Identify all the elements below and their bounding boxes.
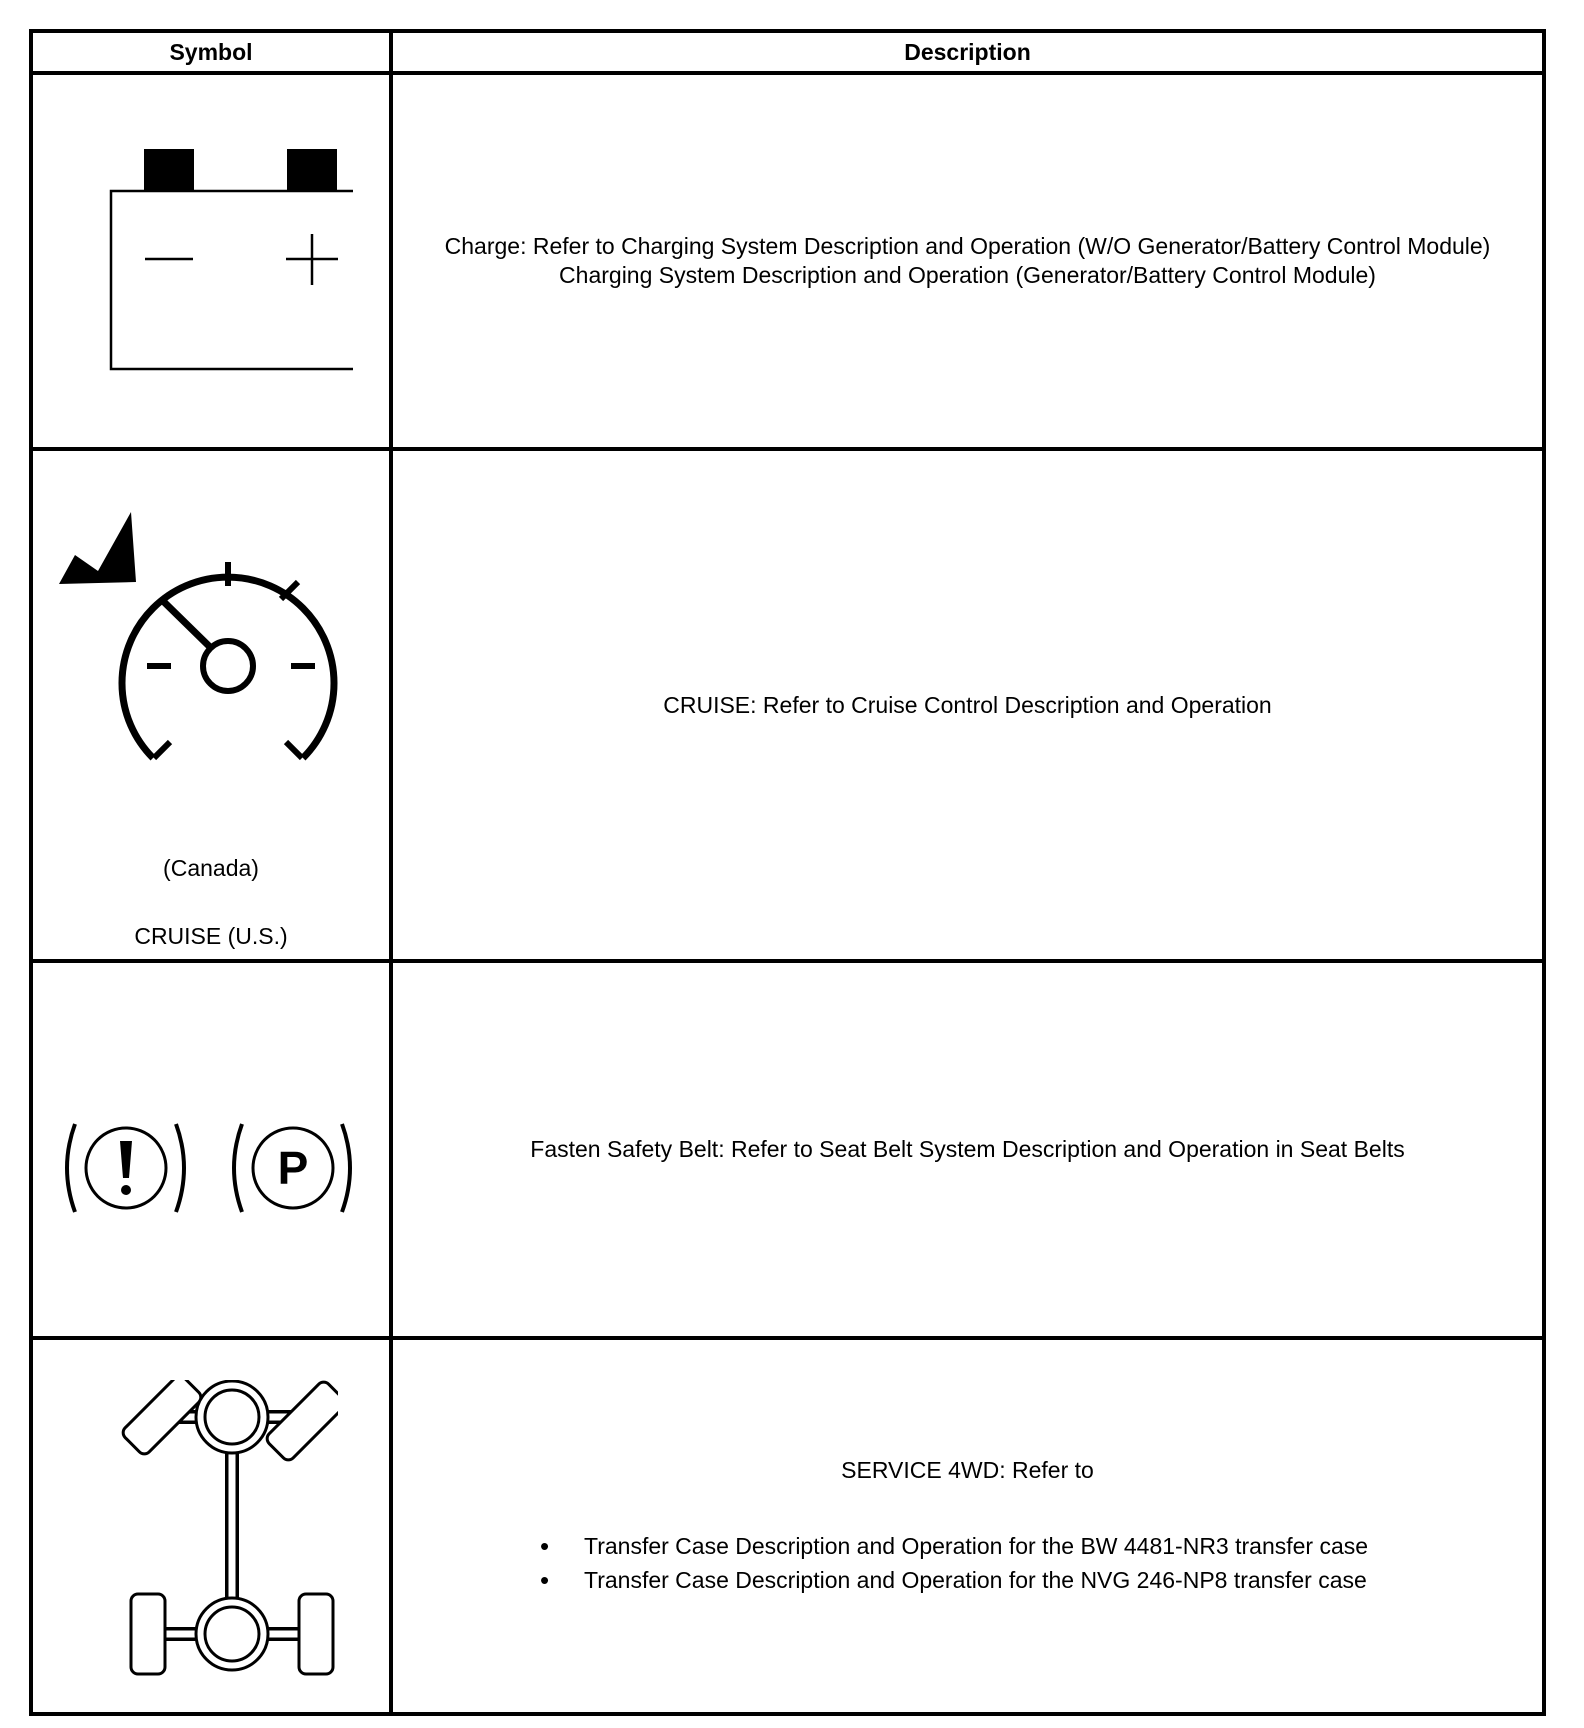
symbol-cell <box>31 73 391 449</box>
table-row <box>31 73 1544 449</box>
battery-icon <box>73 147 353 373</box>
table-row <box>31 1338 1544 1714</box>
list-item: • Transfer Case Description and Operation for the BW 4481-NR3 transfer case <box>393 1529 1542 1563</box>
description-cell <box>391 449 1544 961</box>
cruise-description: CRUISE: Refer to Cruise Control Description and Operation <box>663 691 1272 718</box>
description-cell <box>391 73 1544 449</box>
brake-park-warning-icon <box>63 1118 363 1218</box>
symbol-description-table <box>29 29 1546 1716</box>
safety-belt-description: Fasten Safety Belt: Refer to Seat Belt System Description and Operation in Seat Belts <box>530 1136 1405 1162</box>
symbol-cell <box>31 1338 391 1714</box>
table-row <box>31 449 1544 961</box>
description-column-header: Description <box>391 31 1544 73</box>
table-row <box>31 961 1544 1338</box>
svg-text:P: P <box>277 1142 309 1194</box>
table-header-row <box>31 31 1544 73</box>
service-4wd-drivetrain-icon <box>78 1380 338 1680</box>
description-cell <box>391 1338 1544 1714</box>
cruise-caption-us: CRUISE (U.S.) <box>134 923 288 949</box>
cruise-caption-canada: (Canada) <box>163 855 259 881</box>
service-4wd-description: SERVICE 4WD: Refer to <box>841 1456 1094 1483</box>
transfer-case-list <box>393 1529 1542 1597</box>
description-cell <box>391 961 1544 1338</box>
charge-description-line-2: Charging System Description and Operation (Generator/Battery Control Module) <box>559 262 1376 288</box>
charge-description-line-1: Charge: Refer to Charging System Description and Operation (W/O Generator/Battery Control Module) <box>444 233 1491 259</box>
symbol-cell <box>31 961 391 1338</box>
list-item: • Transfer Case Description and Operation for the NVG 246-NP8 transfer case <box>393 1563 1542 1597</box>
symbol-cell <box>31 449 391 961</box>
cruise-speedometer-icon <box>58 509 358 769</box>
symbol-column-header: Symbol <box>31 31 391 73</box>
